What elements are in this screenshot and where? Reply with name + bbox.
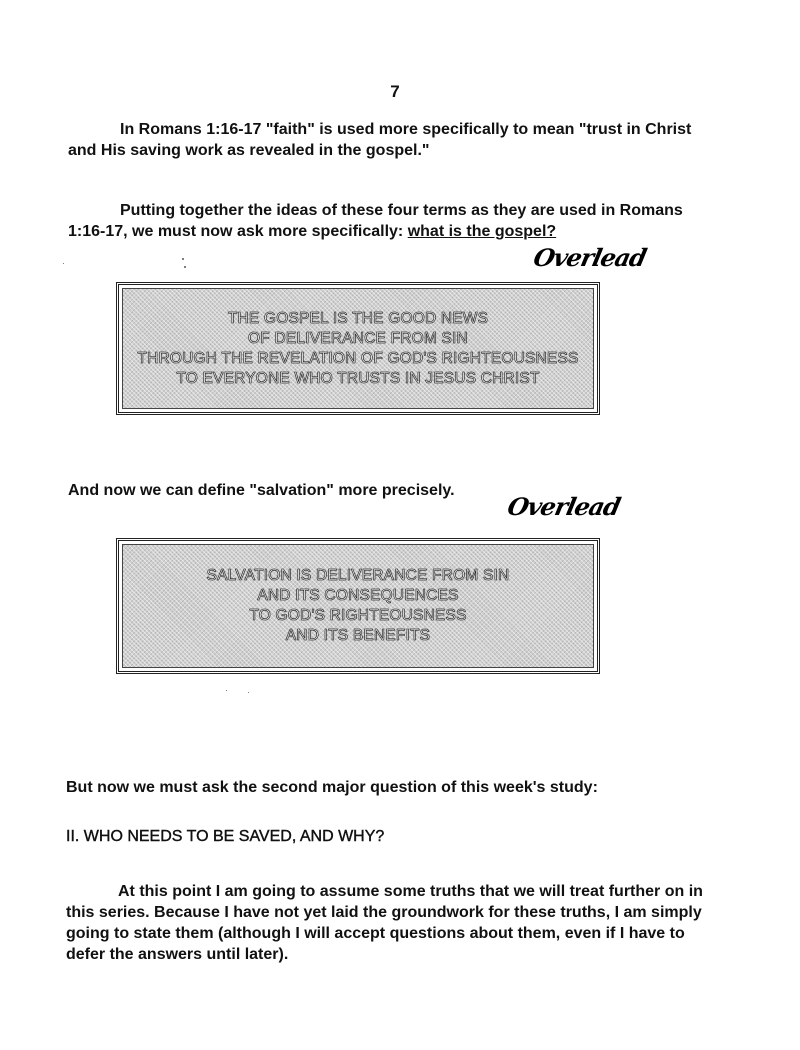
handwritten-note-overlead-2: Overlead	[504, 492, 623, 521]
gospel-question-underlined: what is the gospel?	[407, 223, 557, 240]
handwritten-note-overlead-1: Overlead	[530, 243, 649, 272]
paragraph-faith: In Romans 1:16-17 "faith" is used more specifically to mean "trust in Christ and His saving work as revealed in the gospel."	[68, 121, 692, 159]
scan-speck	[248, 692, 249, 693]
scan-speck	[184, 266, 186, 268]
scan-speck	[63, 263, 64, 264]
salvation-line-3: TO GOD'S RIGHTEOUSNESS	[249, 607, 467, 624]
salvation-line-2: AND ITS CONSEQUENCES	[257, 587, 459, 604]
salvation-definition-box	[116, 538, 600, 674]
paragraph-second-question: But now we must ask the second major question of this week's study:	[66, 779, 598, 796]
paragraph-salvation: And now we can define "salvation" more precisely.	[68, 482, 455, 499]
page-number: 7	[390, 82, 400, 101]
gospel-line-3: THROUGH THE REVELATION OF GOD'S RIGHTEOUSNESS	[137, 349, 579, 367]
paragraph-gospel-question	[68, 200, 718, 242]
salvation-line-4: AND ITS BENEFITS	[285, 627, 431, 644]
paragraph-gospel-question-text: Putting together the ideas of these four terms as they are used in Romans 1:16-17, we must now ask more specifically:	[68, 202, 683, 240]
section-heading: II. WHO NEEDS TO BE SAVED, AND WHY?	[66, 828, 385, 845]
gospel-line-1: THE GOSPEL IS THE GOOD NEWS	[227, 309, 489, 327]
salvation-definition-text	[122, 544, 594, 668]
paragraph-assumptions: At this point I am going to assume some truths that we will treat further on in this series. Because I have not yet laid the groundwork for these truths, I am simply going to state them (although I will accept questions about them, even if I have to defer the answers until later).	[66, 883, 703, 963]
scan-speck	[182, 258, 184, 260]
scan-speck	[226, 690, 227, 691]
gospel-line-4: TO EVERYONE WHO TRUSTS IN JESUS CHRIST	[176, 369, 540, 387]
salvation-line-1: SALVATION IS DELIVERANCE FROM SIN	[206, 567, 510, 584]
gospel-line-2: OF DELIVERANCE FROM SIN	[248, 329, 468, 347]
gospel-definition-text	[122, 288, 594, 409]
gospel-definition-box	[116, 282, 600, 415]
